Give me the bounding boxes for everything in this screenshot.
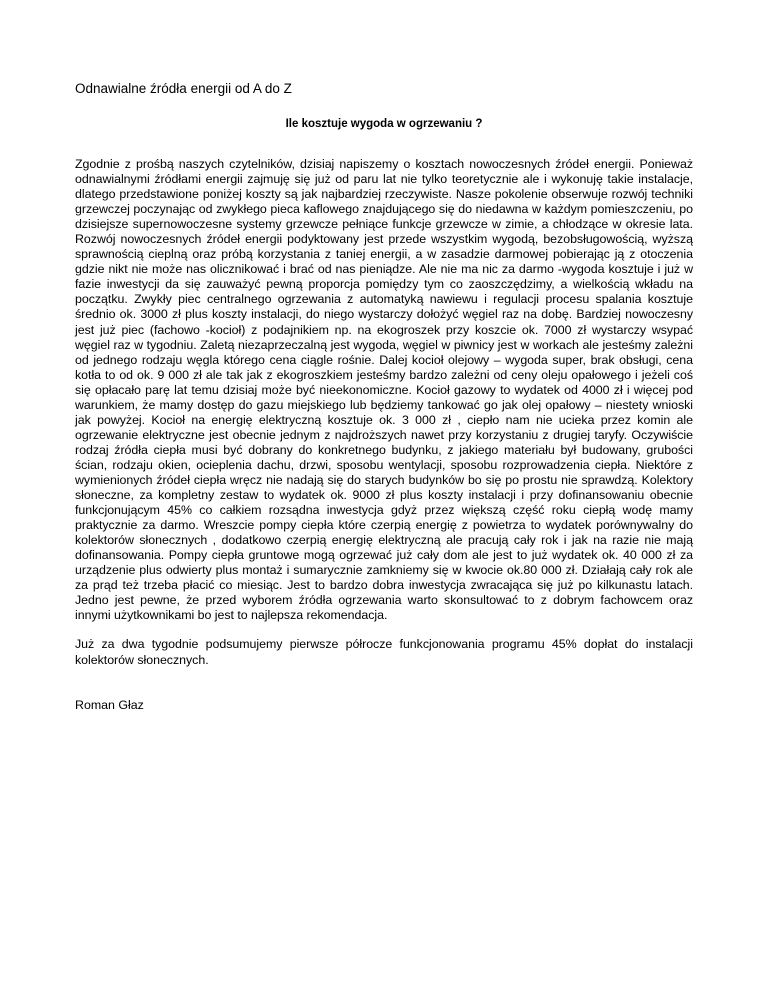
document-page (75, 80, 693, 713)
article-title: Ile kosztuje wygoda w ogrzewaniu ? (285, 118, 483, 130)
closing-paragraph: Już za dwa tygodnie podsumujemy pierwsze półrocze funkcjonowania programu 45% dopłat do instalacji kolektorów słonecznych. (75, 637, 693, 667)
series-title: Odnawialne źródła energii od A do Z (75, 81, 292, 96)
author-signature: Roman Głaz (75, 697, 144, 712)
body-paragraph: Zgodnie z prośbą naszych czytelników, dzisiaj napiszemy o kosztach nowoczesnych źródeł energii. Ponieważ odnawialnymi źródłami energii zajmuję się już od paru lat nie tylko teoretycznie ale i wykonuję takie instalacje, dlatego przedstawione poniżej koszty są jak najbardziej rzeczywiste. Nasze pokolenie obserwuje rozwój techniki grzewczej poczynając od zwykłego pieca kaflowego znajdującego się do niedawna w każdym pomieszczeniu, po dzisiejsze supernowoczesne systemy grzewcze pełniące funkcje grzewcze w zimie, a chłodzące w okresie lata. Rozwój nowoczesnych źródeł energii podyktowany jest przede wszystkim wygodą, bezobsługowością, wyższą sprawnością cieplną oraz próbą korzystania z taniej energii, a w zasadzie darmowej pobierając ją z otoczenia gdzie nikt nie może nas olicznikować i brać od nas pieniądze. Ale nie ma nic za darmo -wygoda kosztuje i już w fazie inwestycji da się zauważyć pewną proporcja pomiędzy tym co zaoszczędzimy, a wielkością wkładu na początku. Zwykły piec centralnego ogrzewania z automatyką nawiewu i regulacji procesu spalania kosztuje średnio ok. 3000 zł plus koszty instalacji, do niego wystarczy dołożyć węgiel raz na dobę. Bardziej nowoczesny jest już piec (fachowo -kocioł) z podajnikiem np. na ekogroszek przy koszcie ok. 7000 zł wystarczy wsypać węgiel raz w tygodniu. Zaletą niezaprzeczalną jest wygoda, węgiel w piwnicy jest w workach ale jesteśmy zależni od jednego rodzaju węgla którego cena ciągle rośnie. Dalej kocioł olejowy – wygoda super, brak obsługi, cena kotła to od ok. 9 000 zł ale tak jak z ekogroszkiem jesteśmy bardzo zależni od ceny oleju opałowego i jeżeli coś się opłacało parę lat temu dzisiaj może być nieekonomiczne. Kocioł gazowy to wydatek od 4000 zł i więcej pod warunkiem, że mamy dostęp do gazu miejskiego lub będziemy tankować go jak olej opałowy – niestety wnioski jak powyżej. Kocioł na energię elektryczną kosztuje ok. 3 000 zł , ciepło nam nie ucieka przez komin ale ogrzewanie elektryczne jest obecnie jednym z najdroższych nawet przy korzystaniu z drugiej taryfy. Oczywiście rodzaj źródła ciepła musi być dobrany do konkretnego budynku, z jakiego materiału był budowany, grubości ścian, rodzaju okien, ocieplenia dachu, drzwi, sposobu wentylacji, sposobu rozprowadzenia ciepła. Niektóre z wymienionych źródeł ciepła wręcz nie nadają się do starych budynków bo się po prostu nie sprawdzą. Kolektory słoneczne, za kompletny zestaw to wydatek ok. 9000 zł plus koszty instalacji i przy dofinansowaniu obecnie funkcjonującym 45% co całkiem rozsądna inwestycja gdyż przez większą część roku ciepłą wodę mamy praktycznie za darmo. Wreszcie pompy ciepła które czerpią energię z powietrza to wydatek porównywalny do kolektorów słonecznych , dodatkowo czerpią energię elektryczną ale pracują cały rok i jak na razie nie mają dofinansowania. Pompy ciepła gruntowe mogą ogrzewać już cały dom ale jest to już wydatek ok. 40 000 zł za urządzenie plus odwierty plus montaż i sumarycznie zamkniemy się w kwocie ok.80 000 zł. Działają cały rok ale za prąd też trzeba płacić co miesiąc. Jest to bardzo dobra inwestycja zwracająca się już po kilkunastu latach. Jedno jest pewne, że przed wyborem źródła ogrzewania warto skonsultować to z dobrym fachowcem oraz innymi użytkownikami bo jest to najlepsza rekomendacja. (75, 157, 693, 623)
